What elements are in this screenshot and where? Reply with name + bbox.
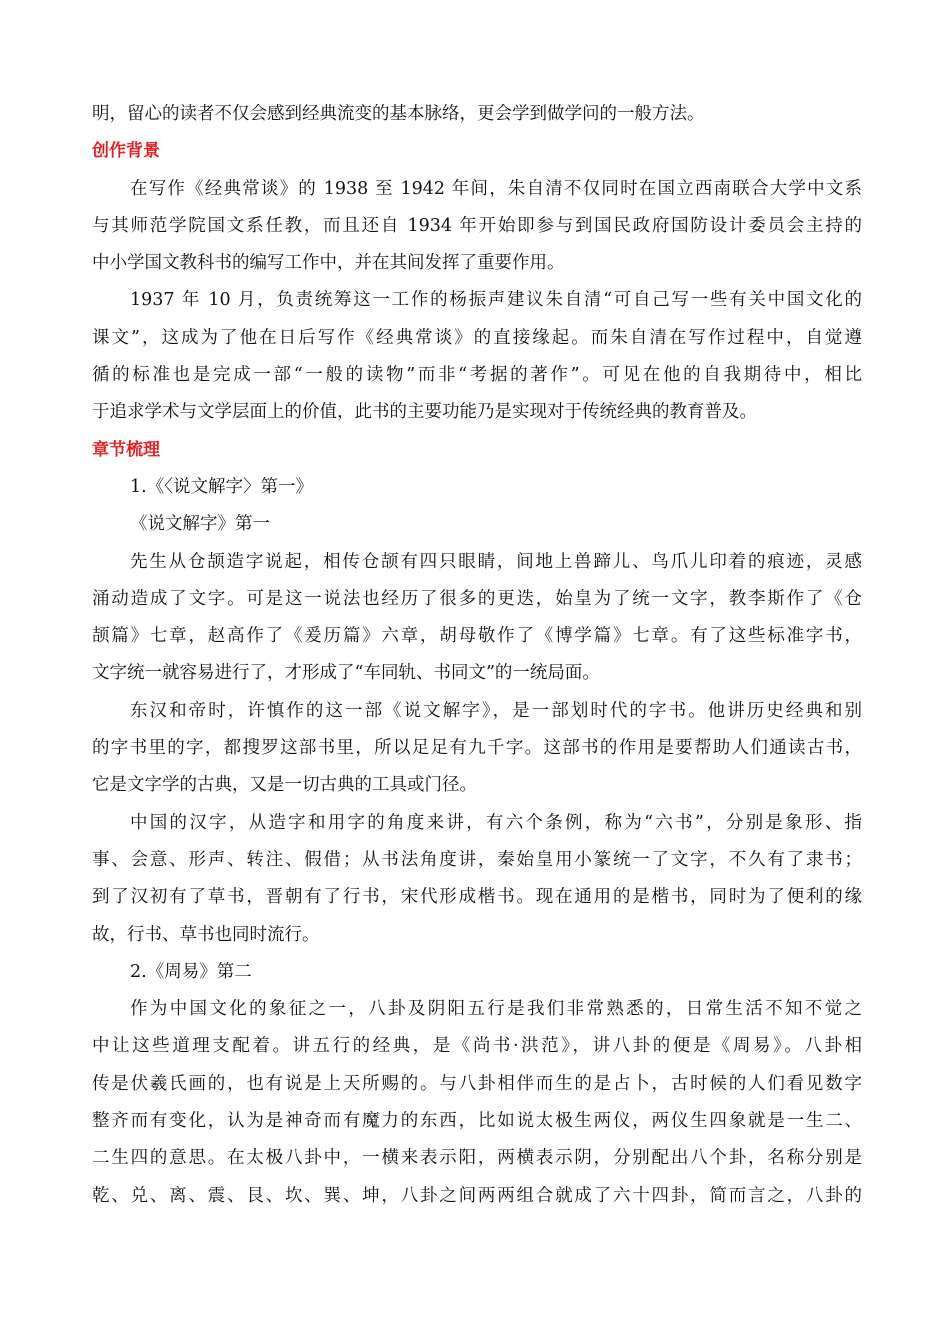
text-line: 事、会意、形声、转注、假借；从书法角度讲，秦始皇用小篆统一了文字，不久有了隶书；	[92, 849, 862, 870]
text-line: 的字书里的字，都搜罗这部书里，所以足足有九千字。这部书的作用是要帮助人们通读古书，	[92, 738, 862, 759]
text-line: 整齐而有变化，认为是神奇而有魔力的东西，比如说太极生两仪，两仪生四象就是一生二、	[92, 1111, 862, 1132]
text-line: 中小学国文教科书的编写工作中，并在其间发挥了重要作用。	[92, 253, 565, 274]
paragraph	[92, 991, 862, 1215]
text-line: 中国的汉字，从造字和用字的角度来讲，有六个条例，称为“六书”，分别是象形、指	[130, 812, 862, 833]
chapter-title: 1.《〈说文解字〉第一》	[130, 476, 313, 497]
text-line: 于追求学术与文学层面上的价值，此书的主要功能乃是实现对于传统经典的教育普及。	[92, 402, 757, 423]
paragraph	[92, 544, 862, 693]
text-line: 循的标准也是完成一部“一般的读物”而非“考据的著作”。可见在他的自我期待中，相比	[92, 365, 862, 386]
text-line: 课文”，这成为了他在日后写作《经典常谈》的直接缘起。而朱自清在写作过程中，自觉遵	[92, 327, 862, 348]
text-line: 二生四的意思。在太极八卦中，一横来表示阳，两横表示阴，分别配出八个卦，名称分别是	[92, 1148, 862, 1169]
text-line: 先生从仓颉造字说起，相传仓颉有四只眼睛，间地上兽蹄儿、鸟爪儿印着的痕迹，灵感	[130, 551, 862, 572]
text-line: 东汉和帝时，许慎作的这一部《说文解字》，是一部划时代的字书。他讲历史经典和别	[130, 700, 862, 721]
section-heading-background: 创作背景	[92, 141, 160, 162]
text-line: 1937 年 10 月，负责统筹这一工作的杨振声建议朱自清“可自己写一些有关中国文化的	[130, 290, 862, 311]
paragraph	[92, 171, 862, 283]
text-line: 传是伏羲氏画的，也有说是上天所赐的。与八卦相伴而生的是占卜，古时候的人们看见数字	[92, 1073, 862, 1094]
text-line: 故，行书、草书也同时流行。	[92, 924, 320, 945]
paragraph	[92, 805, 862, 954]
text-line: 与其师范学院国文系任教，而且还自 1934 年开始即参与到国民政府国防设计委员会主持的	[92, 215, 862, 236]
text-line: 文字统一就容易进行了，才形成了“车同轨、书同文”的一统局面。	[92, 663, 600, 684]
paragraph	[92, 282, 862, 431]
paragraph	[92, 693, 862, 805]
section-heading-chapters: 章节梳理	[92, 439, 160, 460]
chapter-title: 2.《周易》第二	[130, 961, 252, 982]
text-line: 作为中国文化的象征之一，八卦及阴阳五行是我们非常熟悉的，日常生活不知不觉之	[130, 999, 862, 1020]
document-page	[92, 96, 862, 1215]
text-line: 在写作《经典常谈》的 1938 至 1942 年间，朱自清不仅同时在国立西南联合大学中文系	[130, 178, 862, 199]
text-line: 颉篇》七章，赵高作了《爰历篇》六章，胡母敬作了《博学篇》七章。有了这些标准字书，	[92, 626, 862, 647]
text-line: 涌动造成了文字。可是这一说法也经历了很多的更迭，始皇为了统一文字，教李斯作了《仓	[92, 588, 862, 609]
text-line: 它是文字学的古典，又是一切古典的工具或门径。	[92, 775, 477, 796]
text-line: 明，留心的读者不仅会感到经典流变的基本脉络，更会学到做学问的一般方法。	[92, 104, 705, 124]
text-line: 到了汉初有了草书，晋朝有了行书，宋代形成楷书。现在通用的是楷书，同时为了便利的缘	[92, 887, 862, 908]
chapter-subtitle: 《说文解字》第一	[130, 514, 270, 535]
text-line: 乾、兑、离、震、艮、坎、巽、坤，八卦之间两两组合就成了六十四卦，简而言之，八卦的	[92, 1185, 862, 1206]
text-line: 中让这些道理支配着。讲五行的经典，是《尚书·洪范》，讲八卦的便是《周易》。八卦相	[92, 1036, 862, 1057]
